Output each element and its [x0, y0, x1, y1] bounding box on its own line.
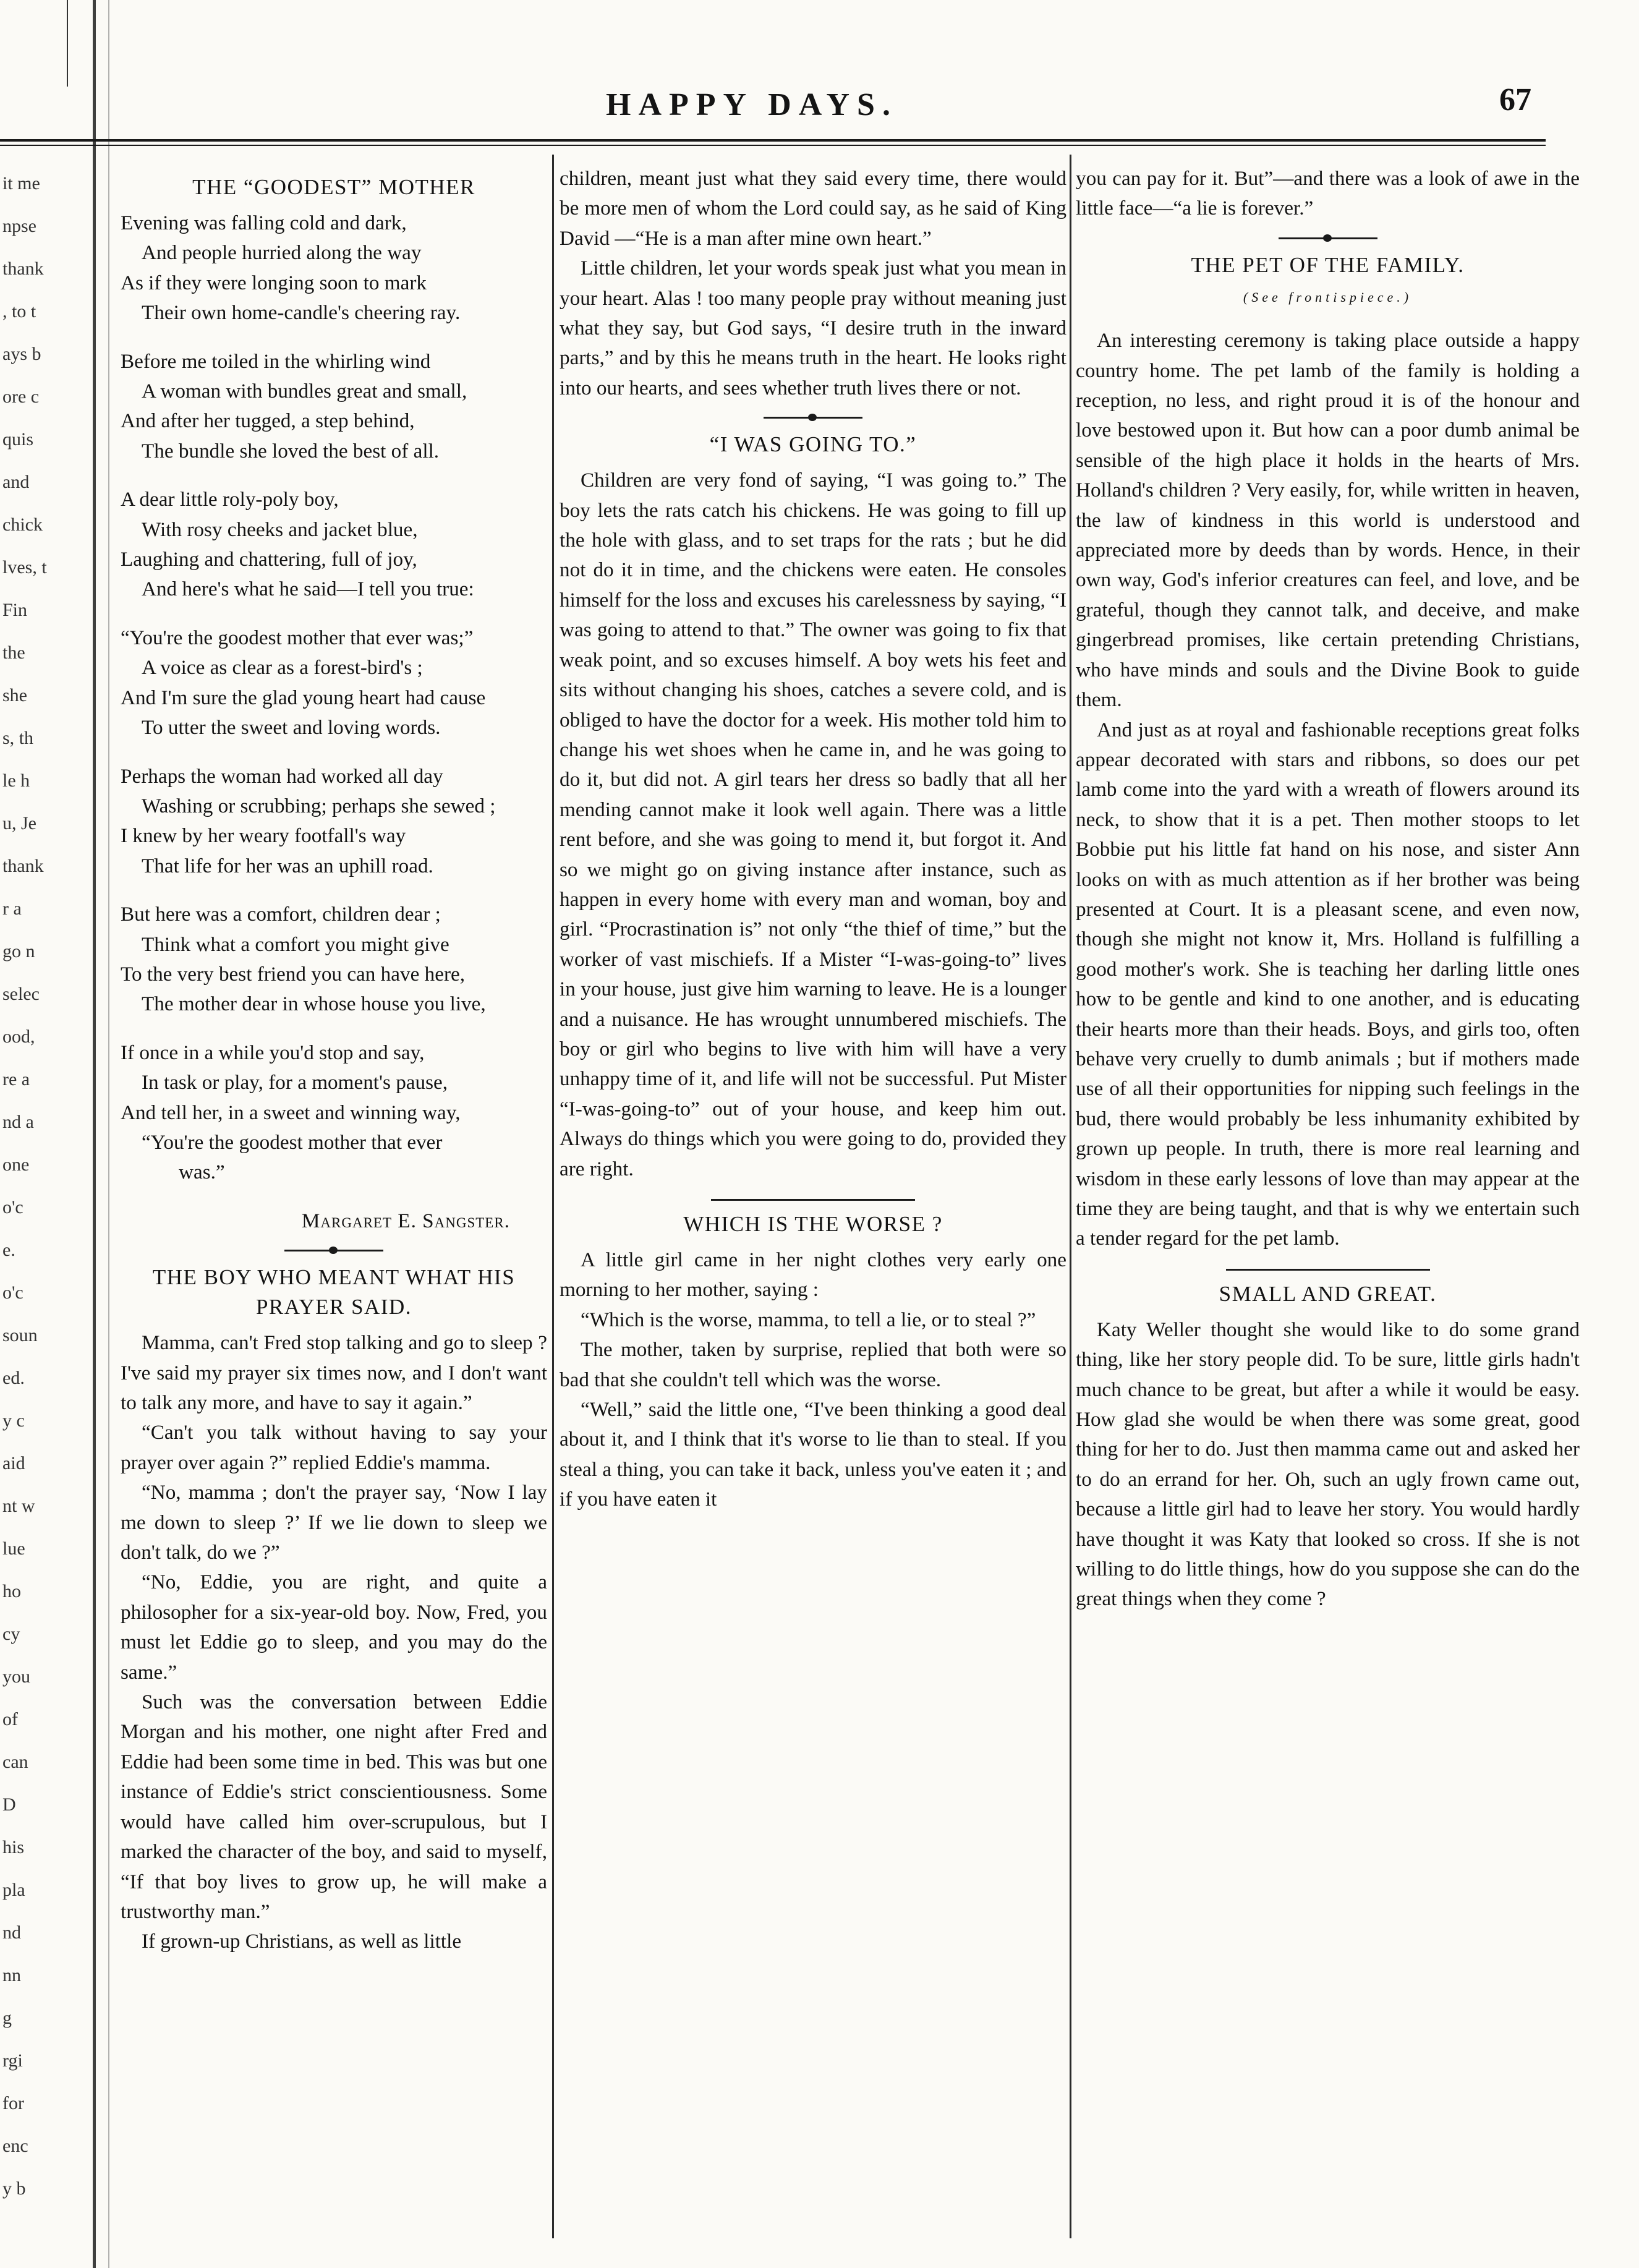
poem-line: The mother dear in whose house you live, — [142, 992, 486, 1016]
poem-line: And tell her, in a sweet and winning way, — [121, 1101, 461, 1124]
poem-line: A woman with bundles great and small, — [142, 380, 467, 403]
bleed-fragment: enc — [2, 2136, 28, 2156]
bleed-fragment: chick — [2, 514, 43, 535]
bleed-fragment: ood, — [2, 1026, 35, 1047]
story-paragraph: Children are very fond of saying, “I was going to.” The boy lets the rats catch his chickens. He was going to fill up the hole with glass, and to set traps for the rats ; but he did not do it in time, and the chickens were eaten. He consoles himself for the loss and excuses his carelessness by saying, “I was going to attend to that.” The owner was going to fix that weak point, and so excuses himself. A boy wets his feet and sits without changing his shoes, catches a severe cold, and is obliged to have the doctor for a week. His mother told him to change his wet shoes when he came in, and he was going to do it, but did not. A girl tears her dress so badly that all her mending cannot make it look well again. There was a little rent before, and she was going to mend it, but forgot it. And so we might go on giving instance after instance, such as happen in every home with every man and woman, boy and girl. “Procrastination is” not only “the thief of time,” but the worker of vast mischiefs. If a Mister “I-was-going-to” lives in your house, just give him warning to leave. He is a lounger and a nuisance. He has wrought unnumbered mischiefs. The boy or girl who begins to live with him will have a very unhappy time of it, and life will not be successful. Put Mister “I-was-going-to” out of your house, and keep him out. Always do things which you were going to do, provided they are right. — [560, 469, 1066, 1180]
poem-line: And after her tugged, a step behind, — [121, 409, 415, 433]
bleed-fragment: quis — [2, 429, 34, 450]
poem-stanza — [121, 623, 547, 743]
story-body — [1076, 326, 1580, 1254]
story-paragraph: “Well,” said the little one, “I've been thinking a good deal about it, and I think that it's worse to lie than to steal. If you steal a thing, you can take it back, unless you've eaten it ; and if you have eaten it — [560, 1398, 1066, 1511]
story-paragraph: “Which is the worse, mamma, to tell a lie, or to steal ?” — [581, 1308, 1036, 1331]
poem-line: And here's what he said—I tell you true: — [142, 578, 474, 601]
header-rule — [0, 139, 1546, 142]
column-3 — [1076, 164, 1580, 1614]
bleed-fragment: npse — [2, 216, 36, 236]
poem-line: And people hurried along the way — [142, 241, 422, 265]
poem-line: Washing or scrubbing; perhaps she sewed ; — [142, 794, 496, 817]
separator — [1226, 1269, 1430, 1271]
story-paragraph: If grown-up Christians, as well as little — [142, 1930, 462, 1953]
poem-line: As if they were longing soon to mark — [121, 271, 427, 294]
bleed-fragment: can — [2, 1752, 28, 1772]
poem-line: “You're the goodest mother that ever — [142, 1130, 443, 1154]
bleed-fragment: le h — [2, 770, 30, 791]
poem-line: To the very best friend you can have here, — [121, 962, 466, 986]
bleed-fragment: y b — [2, 2178, 26, 2199]
poem-stanza — [121, 762, 547, 882]
bleed-fragment: thank — [2, 258, 44, 279]
poem-line: was.” — [179, 1161, 225, 1184]
separator — [284, 1250, 383, 1251]
publication-title: HAPPY DAYS. — [606, 87, 898, 122]
poem-line: The bundle she loved the best of all. — [142, 439, 440, 463]
poem-line: That life for her was an uphill road. — [142, 854, 433, 877]
poem-line: I knew by her weary footfall's way — [121, 824, 406, 848]
column-divider-2 — [1070, 155, 1071, 2238]
story-paragraph: Little children, let your words speak just what you mean in your heart. Alas ! too many people pray without meaning just what they say, but God says, “I desire truth in the inward parts,” and by this he means truth in the heart. He looks right into our hearts, and sees whether truth lives there or not. — [560, 257, 1066, 399]
bleed-fragment: e. — [2, 1240, 15, 1260]
story-continuation: you can pay for it. But”—and there was a look of awe in the little face—“a lie is forever.” — [1076, 167, 1580, 220]
poem-line: Before me toiled in the whirling wind — [121, 349, 431, 373]
bleed-fragment: one — [2, 1154, 30, 1175]
bleed-fragment: for — [2, 2093, 24, 2113]
bleed-fragment: ays b — [2, 344, 41, 364]
separator — [764, 417, 862, 419]
binding-mark — [67, 0, 68, 87]
page-header — [0, 82, 1639, 136]
page-number: 67 — [1499, 82, 1531, 117]
bleed-fragment: o'c — [2, 1197, 23, 1217]
story-paragraph: Katy Weller thought she would like to do some grand thing, like her story people did. To be sure, little girls hadn't much chance to be great, but after a while it would be easy. How glad she would be when there was some great, good thing for her to do. Just then mamma came out and asked her to do an errand for her. Oh, such an ugly frown came out, because a little girl had to leave her story. You would hardly have thought it was Katy that looked so cross. If she is not willing to do little things, how do you suppose she can do the great things when they come ? — [1076, 1318, 1580, 1611]
story-paragraph: Such was the conversation between Eddie Morgan and his mother, one night after Fred and Eddie had been some time in bed. This was but one instance of Eddie's strict conscientiousness. Some would have called him over-scrupulous, but I marked the character of the boy, and said to myself, “If that boy lives to grow up, he will make a trustworthy man.” — [121, 1690, 547, 1923]
poem-line: “You're the goodest mother that ever was;” — [121, 626, 474, 649]
story-paragraph: The mother, taken by surprise, replied that both were so bad that she couldn't tell which was the worse. — [560, 1338, 1066, 1391]
bleed-fragment: of — [2, 1709, 18, 1729]
bleed-fragment: rgi — [2, 2050, 23, 2071]
bleed-fragment: nt w — [2, 1496, 35, 1516]
poem-stanza — [121, 347, 547, 467]
poem-line: A dear little roly-poly boy, — [121, 488, 339, 511]
facing-page-bleed — [0, 173, 93, 2232]
poem-line: Their own home-candle's cheering ray. — [142, 301, 461, 325]
bleed-fragment: cy — [2, 1624, 20, 1644]
bleed-fragment: soun — [2, 1325, 38, 1345]
separator — [711, 1199, 915, 1201]
story-paragraph: An interesting ceremony is taking place outside a happy country home. The pet lamb of the family is holding a reception, no less, and right proud it is of the honour and love bestowed upon it. But how can a poor dumb animal be sensible of the high place it holds in the hearts of Mrs. Holland's children ? Very easily, for, while written in heaven, the law of kindness in this world is understood and appreciated more by deeds than by words. Hence, in their own way, God's inferior creatures can feel, and love, and be grateful, though they cannot talk, and deceive, and make gingerbread promises, like certain pretending Christians, who have minds and souls and the Divine Book to guide them. — [1076, 329, 1580, 712]
column-1 — [121, 164, 547, 1957]
poem-stanza — [121, 208, 547, 328]
bleed-fragment: lue — [2, 1538, 25, 1559]
bleed-fragment: go n — [2, 941, 35, 961]
column-2 — [560, 164, 1066, 1515]
story-body — [560, 1245, 1066, 1515]
story-continuation: children, meant just what they said every time, there would be more men of whom the Lord could say, as he said of King David —“He is a man after mine own heart.” — [560, 167, 1066, 250]
story-title: “I WAS GOING TO.” — [709, 432, 917, 457]
poem-line: To utter the sweet and loving words. — [142, 716, 441, 740]
header-rule-thin — [0, 145, 1546, 146]
bleed-fragment: nn — [2, 1965, 21, 1985]
poem-line: Perhaps the woman had worked all day — [121, 764, 443, 788]
bleed-fragment: his — [2, 1837, 25, 1857]
bleed-fragment: nd a — [2, 1112, 34, 1132]
bleed-fragment: u, Je — [2, 813, 36, 833]
poem-line: A voice as clear as a forest-bird's ; — [142, 656, 423, 680]
separator — [1279, 237, 1377, 239]
story-paragraph: And just as at royal and fashionable receptions great folks appear decorated with stars and ribbons, so does our pet lamb come into the yard with a wreath of flowers around its neck, to show that it is a pet. Then mother stoops to let Bobbie put his little fat hand on his nose, and sister Ann looks on with as much attention as if her brother was being presented at Court. It is a pleasant scene, and even now, though she might not know it, Mrs. Holland is fulfilling a good mother's work. She is teaching her darling little ones how to be gentle and kind to one another, and is educating their hearts more than their heads. Boys, and girls too, often behave very cruelly to dumb animals ; but if mothers made use of all their opportunities for nipping such feelings in the bud, there would probably be less inhumanity exhibited by grown up people. In truth, there is more real learning and wisdom in these early lessons of love than may appear at the time they are being taught, and that is why we entertain such a tender regard for the pet lamb. — [1076, 718, 1580, 1250]
binding-shadow — [108, 0, 109, 2268]
bleed-fragment: g — [2, 2008, 12, 2028]
poem — [121, 208, 547, 1188]
poem-line: Evening was falling cold and dark, — [121, 211, 407, 234]
poem-line: If once in a while you'd stop and say, — [121, 1041, 425, 1064]
story-paragraph: Mamma, can't Fred stop talking and go to sleep ? I've said my prayer six times now, and I don't want to talk any more, and have to say it again.” — [121, 1331, 547, 1414]
bleed-fragment: o'c — [2, 1282, 23, 1303]
story-paragraph: “No, mamma ; don't the prayer say, ‘Now I lay me down to sleep ?’ If we lie down to sleep we don't talk, do we ?” — [121, 1481, 547, 1564]
story-title: THE PET OF THE FAMILY. — [1191, 252, 1465, 277]
bleed-fragment: re a — [2, 1069, 30, 1089]
bleed-fragment: pla — [2, 1880, 25, 1900]
bleed-fragment: you — [2, 1666, 30, 1687]
story-paragraph: “No, Eddie, you are right, and quite a philosopher for a six-year-old boy. Now, Fred, you must let Eddie go to sleep, and you may do the same.” — [121, 1571, 547, 1684]
bleed-fragment: Fin — [2, 600, 28, 620]
bleed-fragment: the — [2, 642, 25, 663]
poem-line: Think what a comfort you might give — [142, 932, 449, 956]
poem-line: In task or play, for a moment's pause, — [142, 1071, 448, 1094]
bleed-fragment: s, th — [2, 728, 34, 748]
bleed-fragment: r a — [2, 898, 22, 919]
poem-line: And I'm sure the glad young heart had cause — [121, 686, 486, 709]
bleed-fragment: lves, t — [2, 557, 47, 578]
poem-line: With rosy cheeks and jacket blue, — [142, 518, 418, 541]
poem-line: Laughing and chattering, full of joy, — [121, 548, 417, 571]
column-divider-1 — [552, 155, 554, 2238]
bleed-fragment: ore c — [2, 386, 40, 407]
bleed-fragment: D — [2, 1794, 16, 1815]
bleed-fragment: selec — [2, 984, 40, 1004]
poem-stanza — [121, 900, 547, 1020]
bleed-fragment: and — [2, 472, 30, 492]
poem-title: THE “GOODEST” MOTHER — [192, 175, 475, 199]
story-title: THE BOY WHO MEANT WHAT HIS PRAYER SAID. — [152, 1265, 516, 1319]
story-paragraph: “Can't you talk without having to say your prayer over again ?” replied Eddie's mamma. — [121, 1421, 547, 1474]
poem-line: But here was a comfort, children dear ; — [121, 903, 441, 926]
poem-signature: Margaret E. Sangster. — [301, 1209, 510, 1232]
story-paragraph: A little girl came in her night clothes very early one morning to her mother, saying : — [560, 1248, 1066, 1302]
bleed-fragment: thank — [2, 856, 44, 876]
bleed-fragment: nd — [2, 1922, 21, 1943]
binding-edge — [93, 0, 96, 2268]
poem-stanza — [121, 1038, 547, 1188]
story-body — [121, 1328, 547, 1957]
bleed-fragment: aid — [2, 1453, 25, 1473]
story-subtitle: (See frontispiece.) — [1243, 289, 1413, 305]
bleed-fragment: , to t — [2, 301, 36, 322]
story-title: WHICH IS THE WORSE ? — [683, 1212, 943, 1236]
bleed-fragment: it me — [2, 173, 40, 194]
bleed-fragment: ho — [2, 1581, 21, 1601]
bleed-fragment: she — [2, 685, 27, 706]
story-title: SMALL AND GREAT. — [1219, 1281, 1437, 1306]
bleed-fragment: ed. — [2, 1368, 25, 1388]
poem-stanza — [121, 485, 547, 605]
bleed-fragment: y c — [2, 1410, 25, 1431]
